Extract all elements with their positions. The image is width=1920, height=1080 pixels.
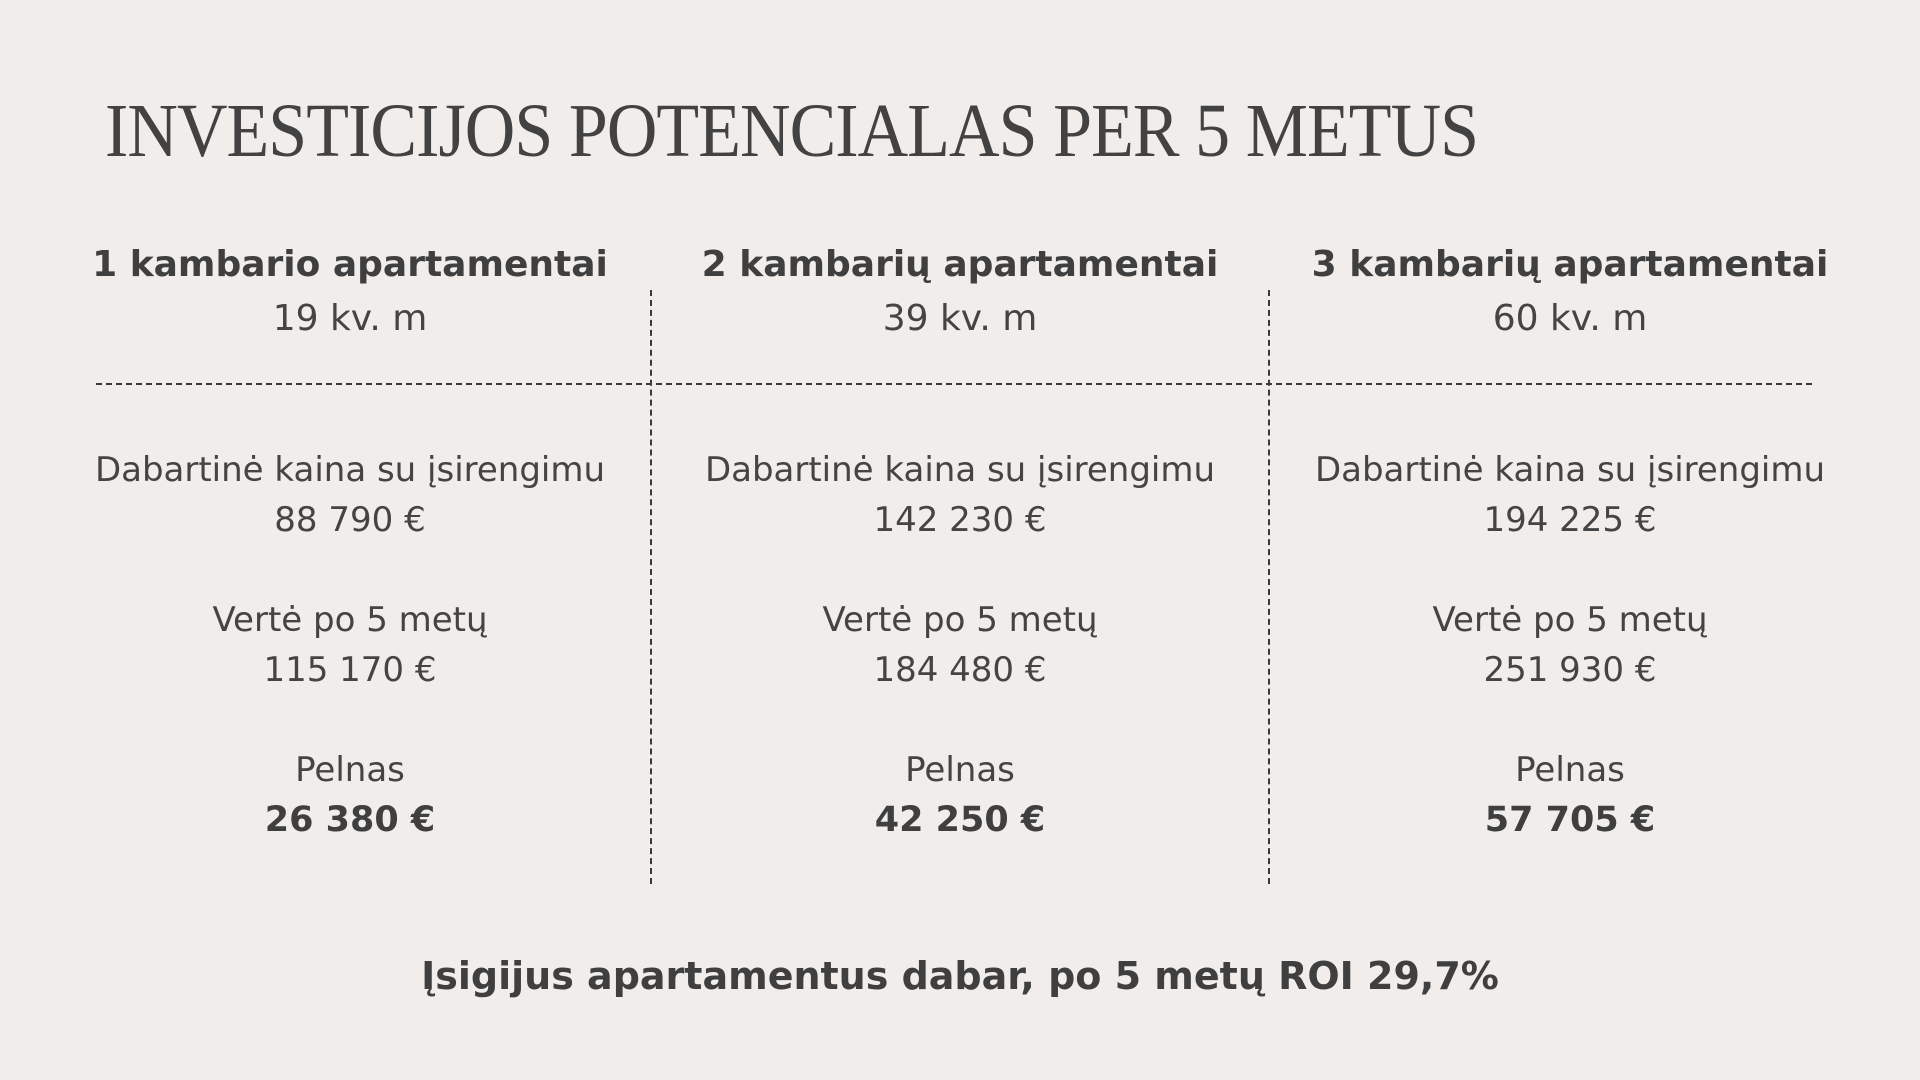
column-area: 19 kv. m (272, 298, 428, 339)
current-price-label: Dabartinė kaina su įsirengimu (94, 450, 606, 490)
vertical-divider-right (1268, 290, 1270, 884)
vertical-divider-left (650, 290, 652, 884)
column-heading: 3 kambarių apartamentai (1311, 244, 1829, 285)
current-price-value: 88 790 € (274, 500, 426, 540)
horizontal-divider (96, 383, 1812, 385)
column-area: 39 kv. m (882, 298, 1038, 339)
future-value-value: 115 170 € (263, 650, 437, 690)
profit-label: Pelnas (905, 750, 1015, 790)
profit-value: 26 380 € (264, 800, 436, 840)
current-price-value: 142 230 € (873, 500, 1047, 540)
current-price-label: Dabartinė kaina su įsirengimu (1314, 450, 1826, 490)
current-price-label: Dabartinė kaina su įsirengimu (704, 450, 1216, 490)
page-title: INVESTICIJOS POTENCIALAS PER 5 METUS (105, 89, 1479, 173)
column-heading: 2 kambarių apartamentai (701, 244, 1219, 285)
future-value-label: Vertė po 5 metų (822, 600, 1098, 640)
future-value-value: 184 480 € (873, 650, 1047, 690)
column-heading: 1 kambario apartamentai (92, 244, 608, 285)
profit-value: 57 705 € (1484, 800, 1656, 840)
future-value-label: Vertė po 5 metų (1432, 600, 1708, 640)
column-area: 60 kv. m (1492, 298, 1648, 339)
profit-value: 42 250 € (874, 800, 1046, 840)
profit-label: Pelnas (295, 750, 405, 790)
current-price-value: 194 225 € (1483, 500, 1657, 540)
future-value-value: 251 930 € (1483, 650, 1657, 690)
roi-summary: Įsigijus apartamentus dabar, po 5 metų ROI 29,7% (421, 954, 1499, 998)
future-value-label: Vertė po 5 metų (212, 600, 488, 640)
profit-label: Pelnas (1515, 750, 1625, 790)
